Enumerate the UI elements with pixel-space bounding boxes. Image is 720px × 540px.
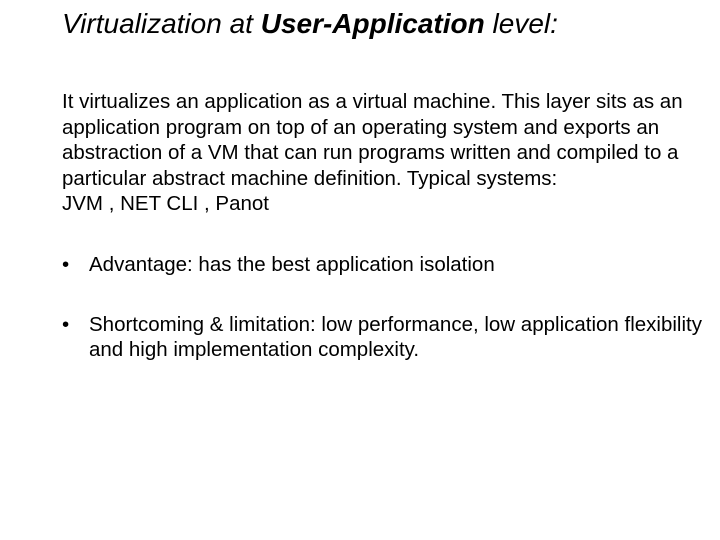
title-suffix: level: [484,8,558,39]
bullet-shortcoming [62,312,702,363]
bullet-list [62,252,702,363]
bullet-marker: • [62,252,70,276]
slide-title [62,6,558,42]
bullet-text: Shortcoming & limitation: low performance, low application flexibility and high implementation complexity. [89,312,702,362]
bullet-advantage [62,252,702,278]
bullet-text: Advantage: has the best application isolation [89,252,495,276]
bullet-marker: • [62,312,70,336]
typical-systems: JVM , NET CLI , Panot [62,192,269,216]
title-emphasis: User-Application [260,8,485,39]
slide-body [62,89,702,363]
title-prefix: Virtualization at [62,8,261,39]
intro-text: It virtualizes an application as a virtual machine. This layer sits as an application program on top of an operating system and exports an abstraction of a VM that can run programs written and compiled to a particular abstract machine definition. Typical systems: [62,90,683,190]
intro-paragraph [62,89,702,217]
